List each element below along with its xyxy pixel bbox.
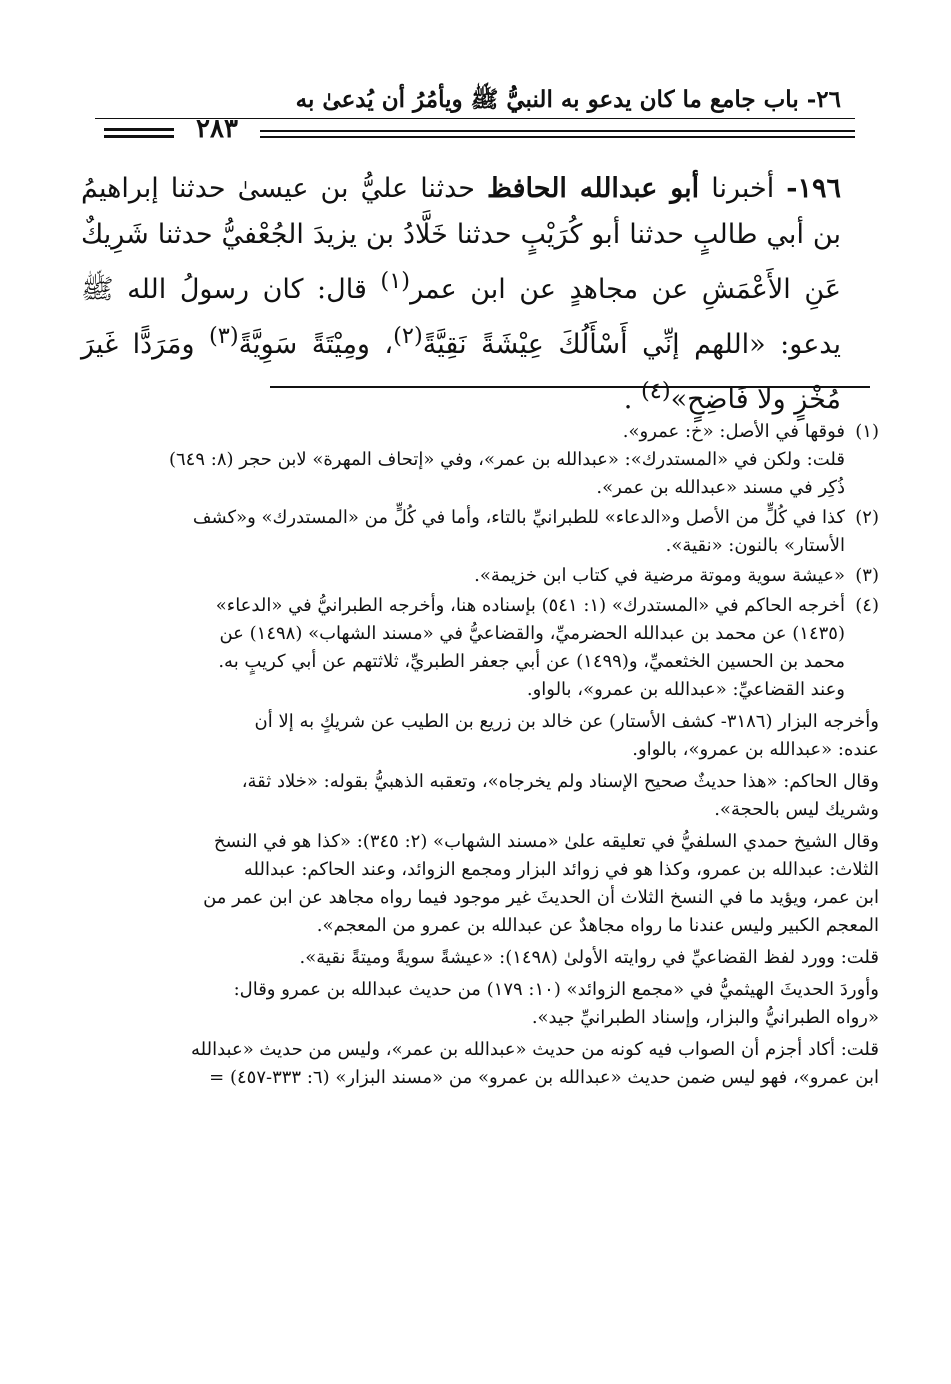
footnote-line: المعجم الكبير وليس عندنا ما رواه مجاهدٌ عن عبدالله بن عمرو من المعجم». (316, 915, 879, 936)
footnote-paragraph (111, 1036, 879, 1092)
footnote-line: وشريك ليس بالحجة». (714, 799, 879, 820)
footnote-ref-4: (٤) (640, 378, 671, 404)
narrator-name: أبو عبدالله الحافظ (487, 173, 700, 204)
footnote-paragraph (111, 944, 879, 972)
footnote-line: «رواه الطبرانيُّ والبزار، وإسناد الطبرانيِّ جيد». (531, 1007, 879, 1028)
footnote-line: عنده: «عبدالله بن عمرو»، بالواو. (632, 739, 879, 760)
footnote-separator (270, 386, 870, 388)
footnote-line: ذُكِر في مسند «عبدالله بن عمر». (596, 477, 845, 498)
header-rule-left-2 (104, 135, 174, 138)
footnote-line: الأستار» بالنون: «نقية». (665, 535, 845, 556)
hadith-paragraph (81, 166, 841, 423)
footnote-line: وقال الشيخ حمدي السلفيُّ في تعليقه علىٰ «مسند الشهاب» (٢: ٣٤٥): «كذا هو في النسخ (213, 831, 879, 852)
footnote-paragraph (111, 768, 879, 824)
footnote-line: وأوردَ الحديثَ الهيثميُّ في «مجمع الزوائد» (١٠: ١٧٩) من حديث عبدالله بن عمرو وقال: (233, 979, 879, 1000)
footnote-2 (111, 504, 879, 560)
footnote-paragraph (111, 708, 879, 764)
footnote-marker: (٤) (855, 595, 879, 616)
footnote-ref-3: (٣) (209, 323, 239, 349)
footnote-line: كذا في كُلٍّ من الأصل و«الدعاء» للطبرانيِّ بالتاء، وأما في كُلٍّ من «المستدرك» و«كشف (192, 507, 845, 528)
footnote-ref-2: (٢) (393, 323, 423, 349)
footnote-line: «عيشة سوية وموتة مرضية في كتاب ابن خزيمة». (474, 565, 845, 586)
footnote-1 (111, 418, 879, 502)
running-head: ٢٦- باب جامع ما كان يدعو به النبيُّ ﷺ ويأمُرُ أن يُدعىٰ به (295, 86, 841, 113)
footnote-line: وعند القضاعيِّ: «عبدالله بن عمرو»، بالواو. (526, 679, 845, 700)
hadith-text-part-5: ومَرَدًّا غَيرَ مُخْزٍ ولا فَاضِحٍ» (81, 329, 841, 415)
footnote-line: وأخرجه البزار (٣١٨٦- كشف الأستار) عن خالد بن زريع بن الطيب عن شريكٍ به إلا أن (254, 711, 879, 732)
hadith-number: ١٩٦- (786, 173, 841, 204)
footnote-marker: (٣) (855, 565, 879, 586)
footnote-line: وقال الحاكم: «هذا حديثٌ صحيح الإسناد ولم يخرجاه»، وتعقبه الذهبيُّ بقوله: «خلاد ثقة، (241, 771, 879, 792)
footnote-line: قلت: وورد لفظ القضاعيِّ في روايته الأولىٰ (١٤٩٨): «عيشةً سويةً وميتةً نقية». (299, 947, 879, 968)
header-rule-right-2 (260, 136, 855, 138)
hadith-text (81, 166, 841, 423)
footnote-line: فوقها في الأصل: «خ: عمرو». (622, 421, 845, 442)
footnote-line: (١٤٣٥) عن محمد بن عبدالله الحضرميِّ، والقضاعيُّ في «مسند الشهاب» (١٤٩٨) عن (219, 623, 845, 644)
footnote-paragraph (111, 828, 879, 940)
hadith-text-part-6: . (623, 384, 633, 415)
footnote-line: قلت: أكاد أجزم أن الصواب فيه كونه من حديث «عبدالله بن عمر»، وليس من حديث «عبدالله (190, 1039, 879, 1060)
footnote-line: محمد بن الحسين الخثعميِّ، و(١٤٩٩) عن أبي جعفر الطبريِّ، ثلاثتهم عن أبي كريبٍ به. (218, 651, 845, 672)
header-rule-right-1 (260, 130, 855, 132)
page-number: ٢٨٣ (196, 114, 238, 144)
footnotes (111, 418, 879, 1096)
footnote-marker: (٢) (855, 507, 879, 528)
footnote-marker: (١) (855, 421, 879, 442)
footnote-4 (111, 592, 879, 704)
footnote-line: ابن عمر، ويؤيد ما في النسخ الثلاث أن الحديثَ غير موجود فيما رواه مجاهد عن ابن عمر من (203, 887, 879, 908)
hadith-text-part-4: ، ومِيْتَةً سَوِيَّةً (238, 329, 394, 360)
hadith-text-part-2: حدثنا عليُّ بن عيسىٰ حدثنا إبراهيمُ بن أبي طالبٍ حدثنا أبو كُرَيْبٍ حدثنا خَلَّادُ بن يزيدَ الجُعْفيُّ حدثنا شَرِيكٌ عَنِ الأَعْمَشِ عن مجاهدٍ عن ابن عمر (81, 173, 841, 305)
footnote-line: أخرجه الحاكم في «المستدرك» (١: ٥٤١) بإسناده هنا، وأخرجه الطبرانيُّ في «الدعاء» (215, 595, 845, 616)
hadith-text-part-3: قال: كان رسولُ الله ﷺ يدعو: «اللهم إنِّي أَسْأَلُكَ عِيْشَةً نَقِيَّةً (81, 274, 841, 360)
hadith-text-part-1: أخبرنا (711, 173, 775, 204)
footnote-ref-1: (١) (380, 268, 411, 294)
footnote-paragraph (111, 976, 879, 1032)
footnote-3 (111, 562, 879, 590)
header-rule-left-1 (104, 128, 174, 131)
footnote-line: ابن عمرو»، فهو ليس ضمن حديث «عبدالله بن عمرو» من «مسند البزار» (٦: ٣٣٣-٤٥٧) = (209, 1067, 879, 1088)
footnote-line: قلت: ولكن في «المستدرك»: «عبدالله بن عمر»، وفي «إتحاف المهرة» لابن حجر (٨: ٦٤٩) (168, 449, 845, 470)
footnote-line: الثلاث: عبدالله بن عمرو، وكذا هو في زوائد البزار ومجمع الزوائد، وعند الحاكم: عبدالله (243, 859, 879, 880)
